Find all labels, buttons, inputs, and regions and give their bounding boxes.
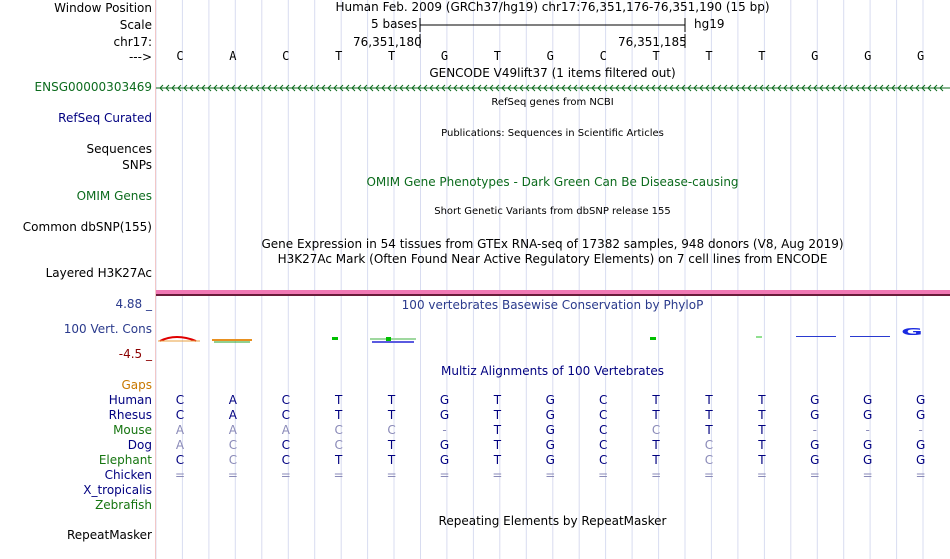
alignment-base: T	[493, 453, 502, 467]
dbsnp-track-title: Short Genetic Variants from dbSNP release 155	[434, 206, 671, 217]
dna-base: G	[864, 49, 872, 63]
dna-base: C	[282, 49, 290, 63]
alignment-base: A	[228, 423, 237, 437]
alignment-base: A	[281, 423, 290, 437]
chrom-label: chr17:	[113, 35, 152, 49]
alignment-base: A	[228, 408, 237, 422]
alignment-base: T	[652, 453, 660, 467]
alignment-base: T	[493, 393, 502, 407]
alignment-base: C	[175, 393, 185, 407]
alignment-base: T	[705, 423, 713, 437]
alignment-base: C	[598, 438, 608, 452]
alignment-base: T	[758, 393, 766, 407]
omim-track-title: OMIM Gene Phenotypes - Dark Green Can Be Disease-causing	[366, 175, 739, 189]
alignment-base: =	[809, 468, 820, 482]
alignment-base: C	[281, 408, 290, 422]
alignment-base: T	[387, 408, 396, 422]
alignment-base: T	[387, 453, 396, 467]
dna-base: T	[387, 49, 396, 63]
alignment-base: C	[175, 408, 185, 422]
alignment-base: G	[915, 453, 926, 467]
dna-base: G	[811, 49, 819, 63]
alignment-base: =	[862, 468, 873, 482]
alignment-base: =	[439, 468, 450, 482]
alignment-base: C	[598, 393, 608, 407]
alignment-base: C	[334, 423, 343, 437]
alignment-base: G	[810, 408, 820, 422]
alignment-base: =	[280, 468, 291, 482]
dna-base: G	[440, 49, 449, 63]
position-left: 76,351,180	[353, 35, 422, 49]
h3k27ac-baseline	[156, 294, 950, 296]
alignment-base: T	[758, 453, 766, 467]
dna-base: G	[916, 49, 925, 63]
species-label[interactable]: Zebrafish	[95, 498, 152, 512]
alignment-base: =	[598, 468, 609, 482]
alignment-base: =	[386, 468, 397, 482]
cons-track-label[interactable]: 100 Vert. Cons	[63, 322, 152, 336]
species-label[interactable]: Rhesus	[108, 408, 152, 422]
alignment-base: G	[915, 438, 926, 452]
multiz-track-title: Multiz Alignments of 100 Vertebrates	[440, 364, 665, 378]
dna-base: A	[229, 49, 237, 63]
alignment-base: G	[439, 408, 450, 422]
alignment-base: T	[705, 408, 713, 422]
scale-label: Scale	[119, 18, 152, 32]
alignment-base: A	[175, 423, 185, 437]
alignment-base: C	[175, 453, 185, 467]
dna-base: C	[599, 49, 607, 63]
alignment-base: G	[545, 453, 555, 467]
alignment-base: C	[281, 393, 290, 407]
alignment-base: =	[915, 468, 926, 482]
dna-base: G	[546, 49, 554, 63]
alignment-base: =	[227, 468, 238, 482]
alignment-base: C	[598, 408, 608, 422]
svg-text:G: G	[901, 325, 923, 338]
alignment-base: C	[704, 438, 714, 452]
alignment-base: T	[335, 408, 343, 422]
alignment-base: C	[228, 453, 238, 467]
scale-db: hg19	[694, 17, 725, 31]
alignment-base: G	[439, 453, 450, 467]
dna-base: T	[652, 49, 660, 63]
snps-track-label[interactable]: SNPs	[122, 158, 152, 172]
alignment-base: G	[545, 393, 555, 407]
gene-id-label[interactable]: ENSG00000303469	[34, 80, 152, 94]
alignment-base: G	[863, 438, 873, 452]
alignment-base: G	[915, 393, 926, 407]
gtex-track-title: Gene Expression in 54 tissues from GTEx RNA-seq of 17382 samples, 948 donors (V8, Aug 2019)	[261, 237, 844, 251]
repeatmasker-track-label[interactable]: RepeatMasker	[66, 528, 152, 542]
assembly-position-text: Human Feb. 2009 (GRCh37/hg19) chr17:76,351,176-76,351,190 (15 bp)	[335, 0, 770, 14]
alignment-base: C	[281, 438, 290, 452]
alignment-base: G	[439, 393, 450, 407]
repeatmasker-track-title: Repeating Elements by RepeatMasker	[438, 514, 667, 528]
h3k27ac-track-label[interactable]: Layered H3K27Ac	[45, 266, 152, 280]
gaps-label: Gaps	[121, 378, 152, 392]
alignment-base: =	[333, 468, 344, 482]
alignment-base: T	[652, 393, 660, 407]
alignment-base: T	[652, 408, 660, 422]
alignment-base: G	[545, 408, 555, 422]
alignment-base: C	[387, 423, 396, 437]
dna-base: C	[176, 49, 184, 63]
alignment-base: T	[387, 393, 396, 407]
alignment-base: T	[493, 408, 502, 422]
alignment-base: C	[704, 453, 714, 467]
alignment-base: =	[174, 468, 186, 482]
gene-model[interactable]	[156, 82, 950, 94]
dna-base: T	[493, 49, 501, 63]
alignment-base: =	[703, 468, 715, 482]
alignment-base: -	[865, 423, 870, 437]
alignment-base: T	[493, 438, 502, 452]
sequences-track-label[interactable]: Sequences	[86, 142, 152, 156]
alignment-base: G	[545, 438, 555, 452]
species-label[interactable]: Chicken	[104, 468, 152, 482]
alignment-base: G	[810, 453, 820, 467]
alignment-base: T	[758, 408, 766, 422]
alignment-base: T	[335, 393, 343, 407]
gencode-title: GENCODE V49lift37 (1 items filtered out)	[429, 66, 676, 80]
position-right: 76,351,185	[618, 35, 687, 49]
refseq-track-title: RefSeq genes from NCBI	[491, 97, 614, 108]
alignment-base: =	[756, 468, 767, 482]
scale-text: 5 bases	[371, 17, 418, 31]
alignment-base: =	[651, 468, 662, 482]
alignment-base: T	[758, 438, 766, 452]
alignment-base: G	[810, 393, 820, 407]
alignment-base: C	[228, 438, 238, 452]
cons-min-label: -4.5 _	[118, 347, 152, 361]
omim-track-label[interactable]: OMIM Genes	[76, 189, 152, 203]
track-label-column	[0, 0, 156, 559]
phylop-conservation-plot[interactable]	[156, 325, 950, 350]
alignment-base: T	[387, 438, 396, 452]
alignment-base: T	[758, 423, 766, 437]
species-label[interactable]: Dog	[127, 438, 152, 452]
dbsnp-track-label[interactable]: Common dbSNP(155)	[22, 220, 152, 234]
alignment-base: G	[863, 453, 873, 467]
alignment-base: C	[598, 453, 608, 467]
phylop-track-title: 100 vertebrates Basewise Conservation by PhyloP	[401, 298, 704, 312]
species-label[interactable]: Mouse	[113, 423, 152, 437]
alignment-base: C	[334, 438, 343, 452]
alignment-base: G	[439, 438, 450, 452]
strand-arrow-label: --->	[128, 50, 152, 64]
alignment-base: G	[810, 438, 820, 452]
alignment-base: C	[281, 453, 290, 467]
alignment-base: G	[863, 393, 873, 407]
alignment-base: C	[651, 423, 661, 437]
alignment-base: T	[705, 393, 713, 407]
alignment-base: T	[335, 453, 343, 467]
alignment-base: G	[863, 408, 873, 422]
alignment-base: C	[598, 423, 608, 437]
alignment-base: G	[915, 408, 926, 422]
alignment-base: -	[442, 423, 447, 437]
species-label[interactable]: X_tropicalis	[83, 483, 152, 497]
publications-track-title: Publications: Sequences in Scientific Articles	[441, 128, 664, 139]
alignment-base: A	[175, 438, 185, 452]
alignment-base: =	[545, 468, 556, 482]
dna-base: T	[758, 49, 766, 63]
alignment-base: -	[918, 423, 923, 437]
window-position-label: Window Position	[54, 1, 152, 15]
dna-base: T	[335, 49, 343, 63]
species-label[interactable]: Elephant	[98, 453, 152, 467]
alignment-base: T	[652, 438, 660, 452]
alignment-base: T	[493, 423, 502, 437]
cons-max-label: 4.88 _	[115, 297, 152, 311]
dna-base: T	[705, 49, 713, 63]
alignment-base: G	[545, 423, 555, 437]
alignment-base: =	[492, 468, 503, 482]
alignment-base: -	[812, 423, 817, 437]
h3k27ac-track-title: H3K27Ac Mark (Often Found Near Active Regulatory Elements) on 7 cell lines from ENCODE	[277, 252, 828, 266]
refseq-track-label[interactable]: RefSeq Curated	[58, 111, 152, 125]
species-label[interactable]: Human	[108, 393, 152, 407]
alignment-base: A	[228, 393, 237, 407]
